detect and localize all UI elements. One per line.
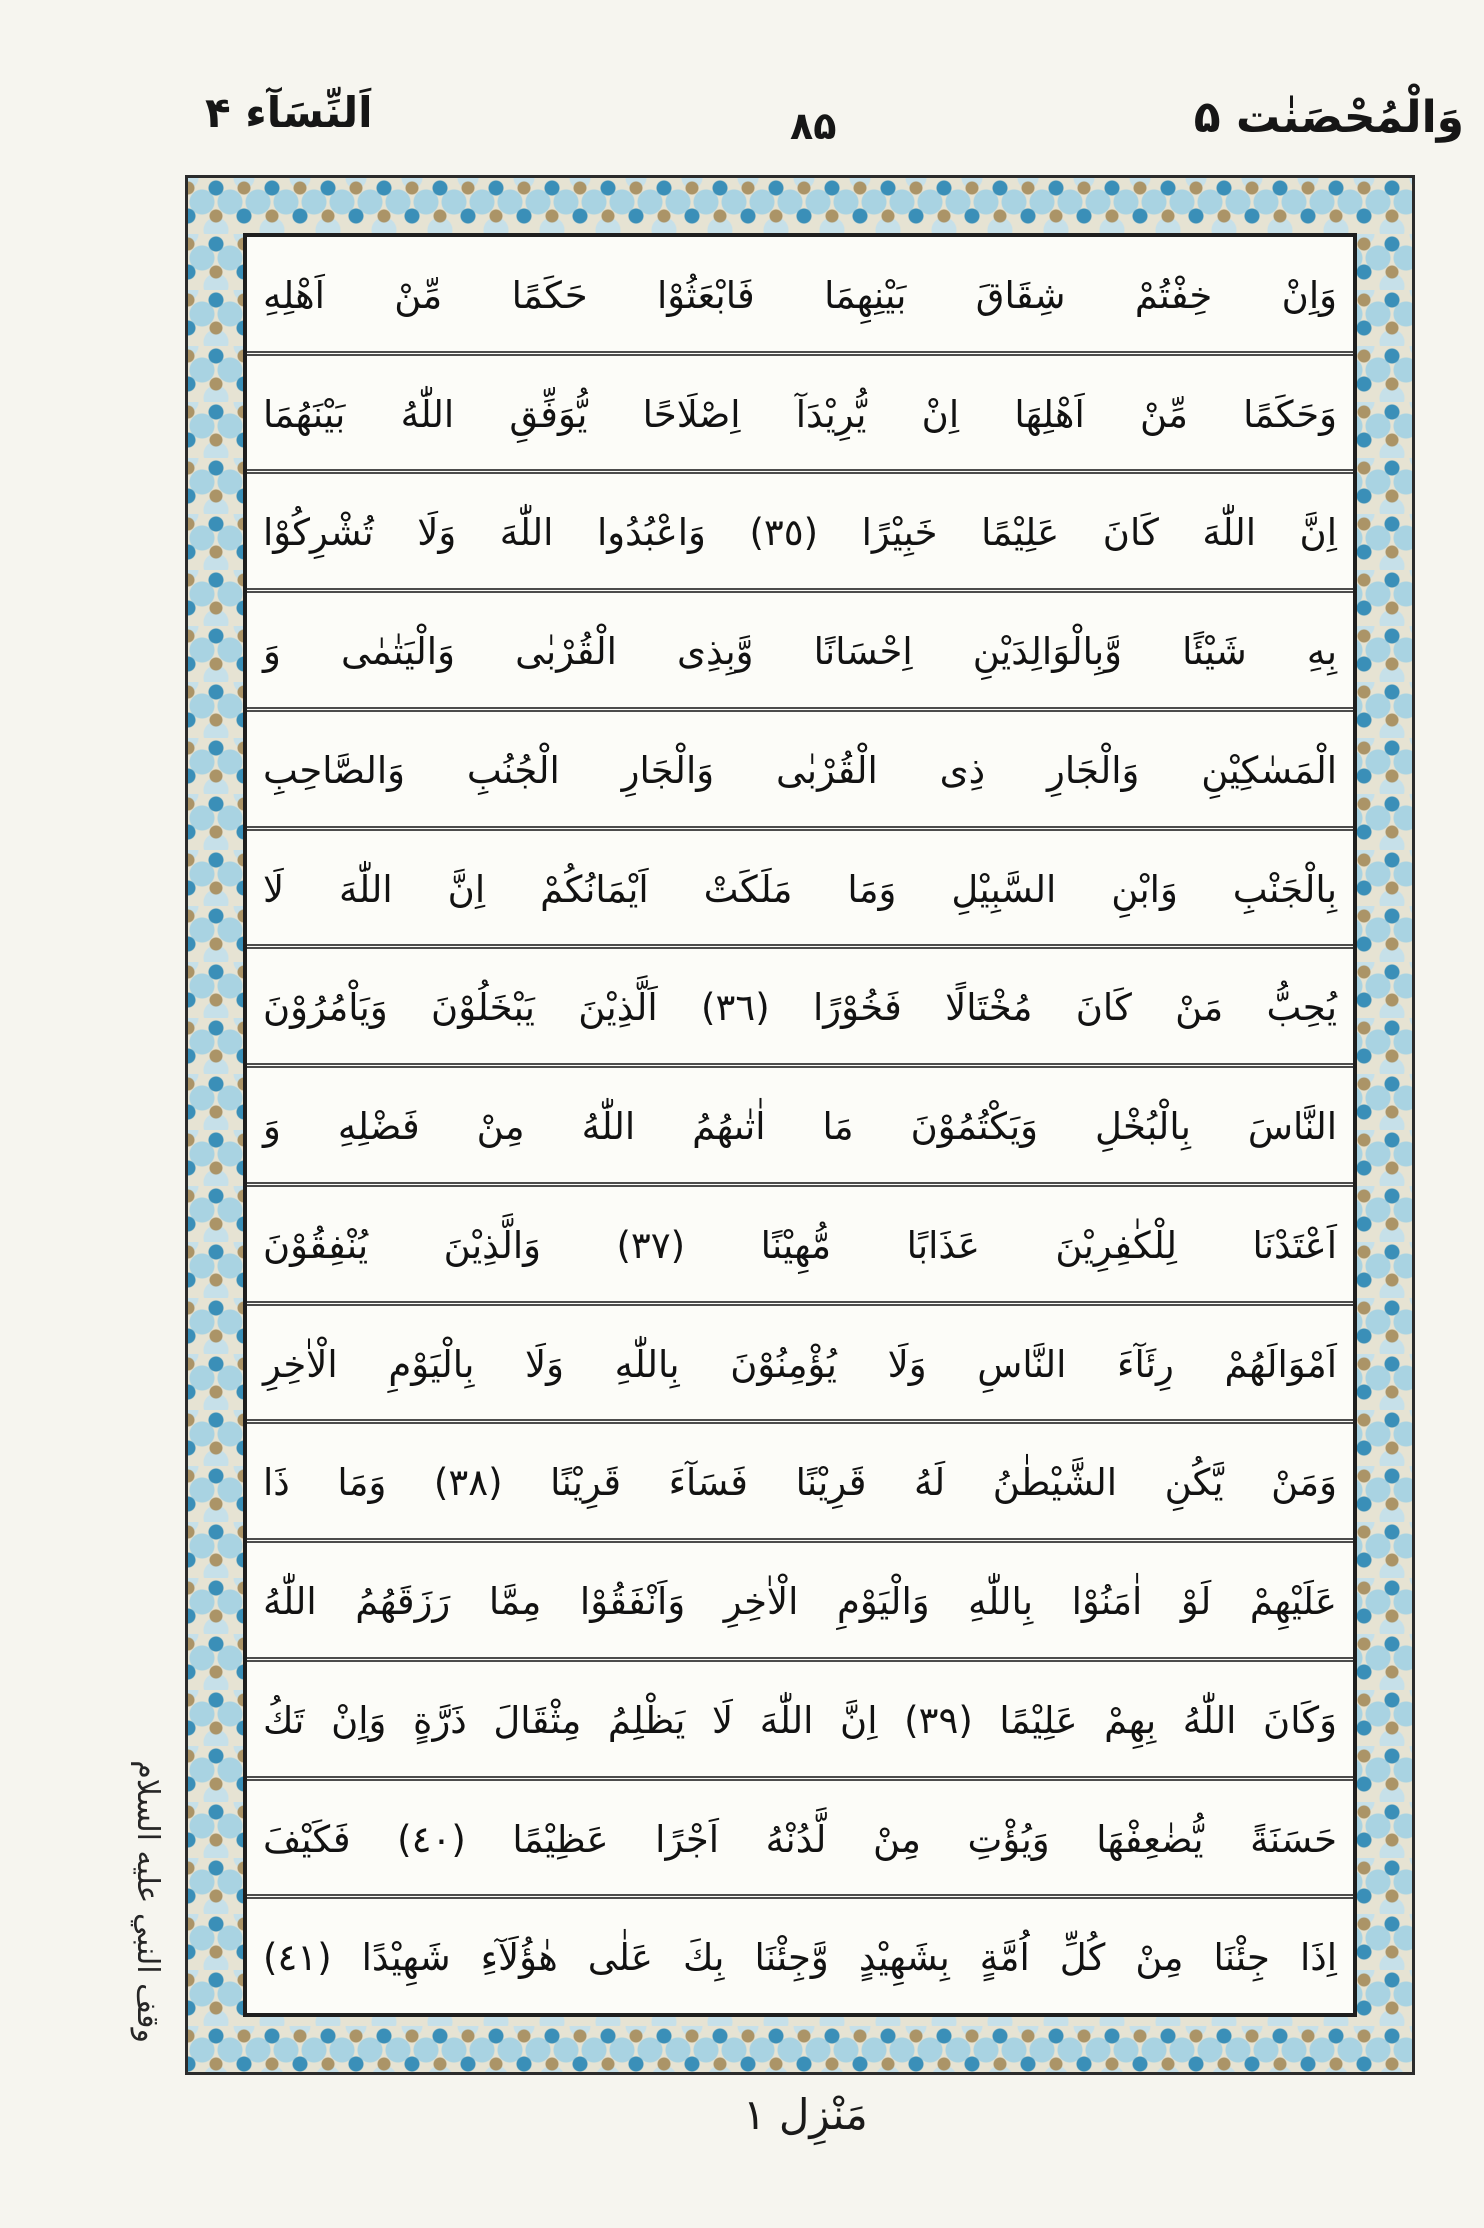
text-panel xyxy=(243,233,1357,2017)
juz-marker: وَالْمُحْصَنٰت ۵ xyxy=(1193,92,1464,143)
quran-line: وَكَانَ اللّٰهُ بِهِمْ عَلِيْمًا (٣٩) اِنَّ اللّٰهَ لَا يَظْلِمُ مِثْقَالَ ذَرَّةٍ وَاِنْ تَكُ xyxy=(247,1657,1353,1776)
quran-line: النَّاسَ بِالْبُخْلِ وَيَكْتُمُوْنَ مَا اٰتٰىهُمُ اللّٰهُ مِنْ فَضْلِهِ وَ xyxy=(247,1063,1353,1182)
quran-line: وَحَكَمًا مِّنْ اَهْلِهَا اِنْ يُّرِيْدَآ اِصْلَاحًا يُّوَفِّقِ اللّٰهُ بَيْنَهُمَا xyxy=(247,351,1353,470)
quran-line: بِهِ شَيْئًا وَّبِالْوَالِدَيْنِ اِحْسَانًا وَّبِذِى الْقُرْبٰى وَالْيَتٰمٰى وَ xyxy=(247,588,1353,707)
quran-line: حَسَنَةً يُّضٰعِفْهَا وَيُؤْتِ مِنْ لَّدُنْهُ اَجْرًا عَظِيْمًا (٤٠) فَكَيْفَ xyxy=(247,1776,1353,1895)
quran-line: اِذَا جِئْنَا مِنْ كُلِّ اُمَّةٍ بِشَهِيْدٍ وَّجِئْنَا بِكَ عَلٰى هٰؤُلَآءِ شَهِيْدًا (٤١) xyxy=(247,1894,1353,2013)
quran-line: الْمَسٰكِيْنِ وَالْجَارِ ذِى الْقُرْبٰى وَالْجَارِ الْجُنُبِ وَالصَّاحِبِ xyxy=(247,707,1353,826)
quran-line: عَلَيْهِمْ لَوْ اٰمَنُوْا بِاللّٰهِ وَالْيَوْمِ الْاٰخِرِ وَاَنْفَقُوْا مِمَّا رَزَقَهُمُ اللّٰهُ xyxy=(247,1538,1353,1657)
margin-annotation: وقف النبي عليه السلام xyxy=(130,1760,165,2043)
quran-line: يُحِبُّ مَنْ كَانَ مُخْتَالًا فَخُوْرًا (٣٦) اَلَّذِيْنَ يَبْخَلُوْنَ وَيَاْمُرُوْنَ xyxy=(247,944,1353,1063)
manzil-label: مَنْزِل ١ xyxy=(743,2090,868,2139)
quran-line: وَمَنْ يَّكُنِ الشَّيْطٰنُ لَهُ قَرِيْنًا فَسَآءَ قَرِيْنًا (٣٨) وَمَا ذَا xyxy=(247,1419,1353,1538)
surah-title: اَلنِّسَآء ۴ xyxy=(205,88,373,137)
quran-line: وَاِنْ خِفْتُمْ شِقَاقَ بَيْنِهِمَا فَابْعَثُوْا حَكَمًا مِّنْ اَهْلِهِ xyxy=(263,274,1337,317)
quran-line: اِنَّ اللّٰهَ كَانَ عَلِيْمًا خَبِيْرًا (٣٥) وَاعْبُدُوا اللّٰهَ وَلَا تُشْرِكُوْا xyxy=(247,469,1353,588)
decorative-border-frame xyxy=(185,175,1415,2075)
quran-line: اَمْوَالَهُمْ رِئَآءَ النَّاسِ وَلَا يُؤْمِنُوْنَ بِاللّٰهِ وَلَا بِالْيَوْمِ الْاٰخِرِ xyxy=(247,1301,1353,1420)
page-number: ۸۵ xyxy=(790,104,837,148)
quran-line: اَعْتَدْنَا لِلْكٰفِرِيْنَ عَذَابًا مُّهِيْنًا (٣٧) وَالَّذِيْنَ يُنْفِقُوْنَ xyxy=(247,1182,1353,1301)
quran-line: بِالْجَنْبِ وَابْنِ السَّبِيْلِ وَمَا مَلَكَتْ اَيْمَانُكُمْ اِنَّ اللّٰهَ لَا xyxy=(247,826,1353,945)
